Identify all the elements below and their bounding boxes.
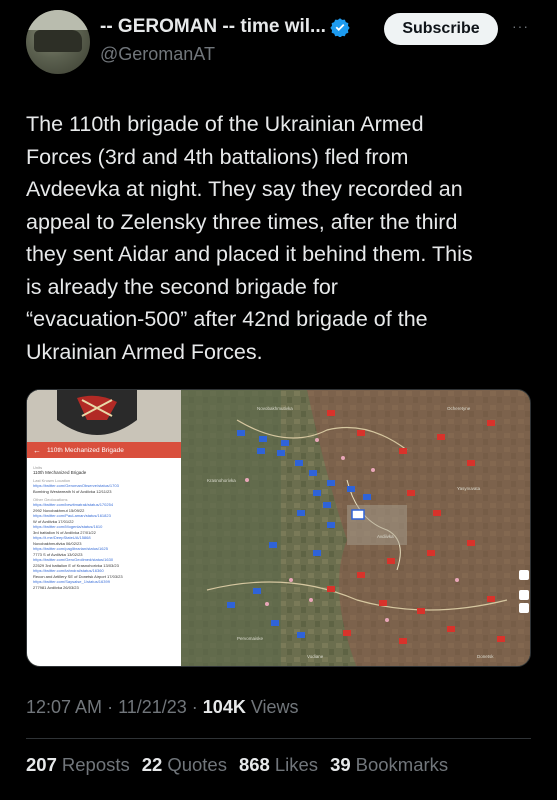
panel-link[interactable]: https://twitter.com/Mogenla/status/1610 [33, 524, 103, 529]
map-label: Vodiane [307, 654, 324, 659]
display-name[interactable]: -- GEROMAN -- time wil... [100, 16, 326, 37]
panel-line: 277981 Avdiivka 26/03/23 [33, 584, 79, 590]
reposts-stat[interactable]: 207 Reposts [26, 754, 130, 775]
views-label: Views [250, 697, 299, 717]
tweet-text: The 110th brigade of the Ukrainian Armed Forces (3rd and 4th battalions) fled from Avdeevka at night. They say they recorded an appeal to Zelensky three times, after the third they sent Aidar and placed it behind them. This is already the second brigade for “evacuation-500” after 42nd brigade of the Ukrainian Armed Forces. [26, 112, 473, 364]
map-label: Ocheretyne [447, 406, 471, 411]
map-zoom-out-button[interactable] [519, 603, 529, 613]
panel-line: W of Avdiivka 17/01/22 [33, 518, 74, 524]
panel-link[interactable]: https://twitter.com/paglibrarian/status/1625 [33, 546, 108, 551]
tweet-timestamp: 12:07 AM · 11/21/23 · 104K Views [26, 697, 299, 717]
back-arrow-icon[interactable]: ← [33, 445, 41, 455]
panel-link[interactable]: https://twitter.com/GeroGeolimed/status/1630 [33, 557, 114, 562]
panel-body [33, 462, 175, 590]
panel-label: Units [33, 465, 43, 470]
likes-stat[interactable]: 868 Likes [238, 754, 319, 775]
panel-title: 110th Mechanized Brigade [47, 446, 124, 454]
author-handle[interactable]: @GeromanAT [100, 44, 215, 64]
tweet-time[interactable]: 12:07 AM [26, 697, 103, 717]
divider [26, 738, 531, 739]
panel-line: Bombing Westwreath N of Avdiivka 12/11/23 [33, 488, 112, 494]
map-label: Novobakhmutivka [257, 406, 293, 411]
more-dots-icon[interactable]: ··· [512, 18, 529, 34]
panel-line: 7773 S of Avdiivka 13/02/23 [33, 551, 83, 557]
map-label: Krasnohorivka [207, 478, 236, 483]
subscribe-button[interactable]: Subscribe [384, 13, 498, 45]
map-label: Donetsk [477, 654, 494, 659]
map-zoom-in-button[interactable] [519, 590, 529, 600]
tweet-header [0, 0, 557, 90]
panel-line: Recon and Artillery SE of Donetsk Airport 17/03/23 [33, 573, 123, 579]
panel-link[interactable]: https://twitter.com/Saysalse_1/status/16399 [33, 579, 110, 584]
unit-info-panel [27, 390, 181, 667]
panel-val: 110th Mechanized Brigade [33, 470, 87, 475]
tweet-media-image[interactable] [26, 389, 531, 667]
map-locate-button[interactable] [519, 570, 529, 580]
map-label: Avdiivka [377, 534, 394, 539]
panel-line: 22529 3rd battalion E of Krasnohorivka 13/03/23 [33, 562, 119, 568]
panel-link[interactable]: https://twitter.com/PauLaman/status/161823 [33, 513, 111, 518]
brigade-emblem [27, 390, 181, 442]
views-count: 104K [202, 697, 246, 717]
tweet-date[interactable]: 11/21/23 [118, 697, 187, 717]
panel-title-bar [27, 442, 181, 458]
map-label: Yasynuvata [457, 486, 481, 491]
panel-label: Other Geolocations [33, 497, 68, 502]
panel-link[interactable]: https://twitter.com/GeromanObserve/status/1703 [33, 483, 119, 488]
panel-line: Novobakhmutivka 06/02/23 [33, 540, 82, 546]
avatar[interactable] [26, 10, 90, 74]
map-label: Pervomaiske [237, 636, 264, 641]
verified-badge-icon [330, 17, 350, 37]
panel-link[interactable]: https://t.me/DeepStateUA/15868 [33, 535, 91, 540]
author-name-row[interactable] [100, 16, 350, 38]
panel-line: 3rd battalion N of Avdiivka 27/01/22 [33, 529, 96, 535]
panel-line: 2992 Novobakhmut 15/09/22 [33, 507, 85, 513]
panel-link[interactable]: https://twitter.com/bewitmatrak/status/170254 [33, 502, 114, 507]
bookmarks-stat[interactable]: 39 Bookmarks [330, 754, 449, 775]
engagement-stats [26, 754, 460, 776]
panel-label: Last Known Location [33, 478, 71, 483]
panel-link[interactable]: https://twitter.com/tahndrai/status/16360 [33, 568, 104, 573]
quotes-stat[interactable]: 22 Quotes [141, 754, 227, 775]
